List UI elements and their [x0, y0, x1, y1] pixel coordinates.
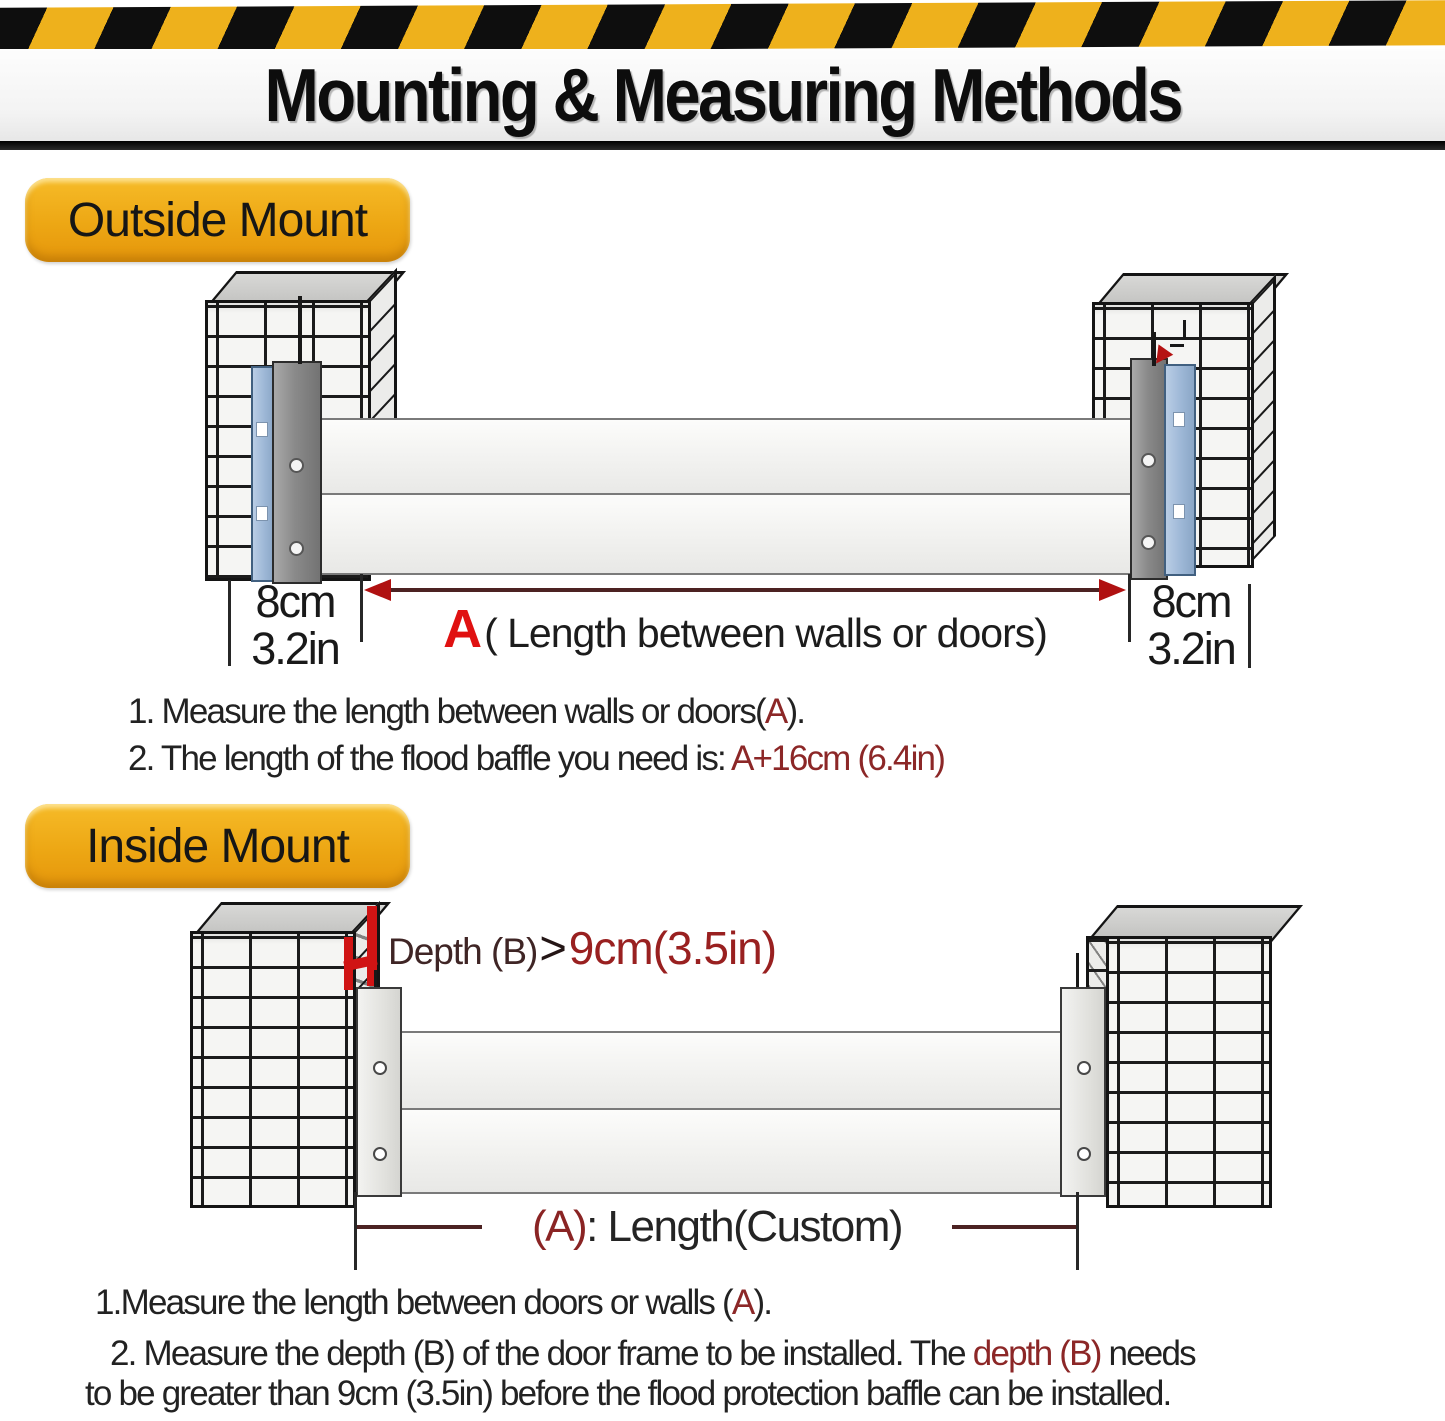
span-length-label-a: A	[443, 599, 483, 659]
flood-barrier-top-panel	[318, 418, 1144, 499]
arrowhead-right-icon	[1099, 579, 1126, 601]
step-text: needs	[1100, 1334, 1195, 1373]
span-length-label	[395, 598, 1095, 658]
gap-left-cm: 8cm	[255, 576, 335, 627]
inside-left-bracket	[356, 987, 402, 1197]
custom-length-label-a: (A)	[531, 1202, 587, 1251]
inside-right-pillar-front-face	[1106, 936, 1272, 1208]
step-highlight: depth (B)	[972, 1334, 1101, 1373]
step-text: 1.Measure the length between doors or walls (	[95, 1283, 732, 1322]
header-underline	[0, 141, 1445, 150]
depth-label-value: 9cm(3.5in)	[568, 922, 777, 974]
right-channel-bracket	[1130, 358, 1168, 580]
dimension-tick	[1248, 584, 1251, 668]
length-line-left	[357, 1225, 482, 1229]
screw-hole	[289, 541, 304, 556]
dimension-tick	[1076, 1192, 1079, 1270]
step-text: 2. The length of the flood baffle you need is:	[128, 739, 731, 778]
step-highlight: A+16cm (6.4in)	[730, 739, 945, 778]
step-text: ).	[786, 692, 805, 731]
outside-step-2	[128, 739, 944, 779]
inside-step-1	[95, 1283, 771, 1323]
inside-right-bracket	[1060, 987, 1106, 1197]
dimension-tick	[228, 580, 231, 666]
gap-left-in: 3.2in	[251, 623, 339, 674]
step-text: 2. Measure the depth (B) of the door frame to be installed. The	[110, 1334, 973, 1373]
inside-step-2	[85, 1334, 1425, 1414]
bracket-hole	[1077, 1147, 1091, 1161]
custom-length-label-text: : Length(Custom)	[586, 1202, 903, 1251]
screw-hole	[1141, 453, 1156, 468]
seal-notch	[1173, 412, 1185, 427]
brick-mark-dash	[1170, 344, 1184, 347]
bracket-hole	[1077, 1061, 1091, 1075]
inside-barrier-top-panel	[398, 1031, 1066, 1114]
seal-notch	[256, 506, 268, 521]
step-text: to be greater than 9cm (3.5in) before the flood protection baffle can be installed.	[85, 1374, 1171, 1413]
depth-requirement-label	[388, 920, 776, 978]
outside-step-1	[128, 692, 804, 732]
seal-notch	[1173, 504, 1185, 519]
step-highlight: A	[731, 1283, 754, 1322]
gap-right-cm: 8cm	[1151, 576, 1231, 627]
screw-hole	[289, 458, 304, 473]
dimension-tick	[1128, 574, 1131, 642]
step-highlight: A	[764, 692, 787, 731]
inside-right-anchor-line	[1076, 953, 1079, 989]
bracket-hole	[373, 1061, 387, 1075]
inside-barrier-bottom-panel	[398, 1108, 1066, 1194]
bracket-hole	[373, 1147, 387, 1161]
length-line-right	[952, 1225, 1077, 1229]
span-arrow-line	[372, 588, 1118, 592]
right-seal-strip	[1164, 364, 1196, 576]
greater-than-sign: >	[539, 921, 567, 974]
outside-mount-badge	[25, 178, 410, 262]
flood-barrier-bottom-panel	[318, 493, 1144, 575]
inside-left-pillar-front-face	[190, 931, 356, 1208]
hazard-stripe-band	[0, 0, 1445, 53]
gap-right-in: 3.2in	[1147, 623, 1235, 674]
step-text: 1. Measure the length between walls or doors(	[128, 692, 765, 731]
seal-notch	[256, 422, 268, 437]
dimension-tick	[354, 1192, 357, 1270]
arrowhead-left-icon	[364, 579, 391, 601]
outside-mount-badge-label: Outside Mount	[67, 193, 368, 247]
left-channel-bracket	[272, 361, 322, 584]
title-band	[0, 49, 1445, 141]
depth-label-name: Depth (B)	[388, 931, 538, 972]
dimension-tick	[360, 574, 363, 642]
brick-mark-tick	[1183, 320, 1186, 338]
inside-mount-badge-label: Inside Mount	[86, 819, 349, 873]
page-title: Mounting & Measuring Methods	[264, 53, 1181, 137]
screw-hole	[1141, 535, 1156, 550]
custom-length-label	[482, 1202, 952, 1258]
left-anchor-bolt-line	[298, 296, 302, 364]
inside-mount-badge	[25, 804, 410, 888]
span-length-label-text: ( Length between walls or doors)	[484, 610, 1047, 656]
step-text: ).	[753, 1283, 772, 1322]
